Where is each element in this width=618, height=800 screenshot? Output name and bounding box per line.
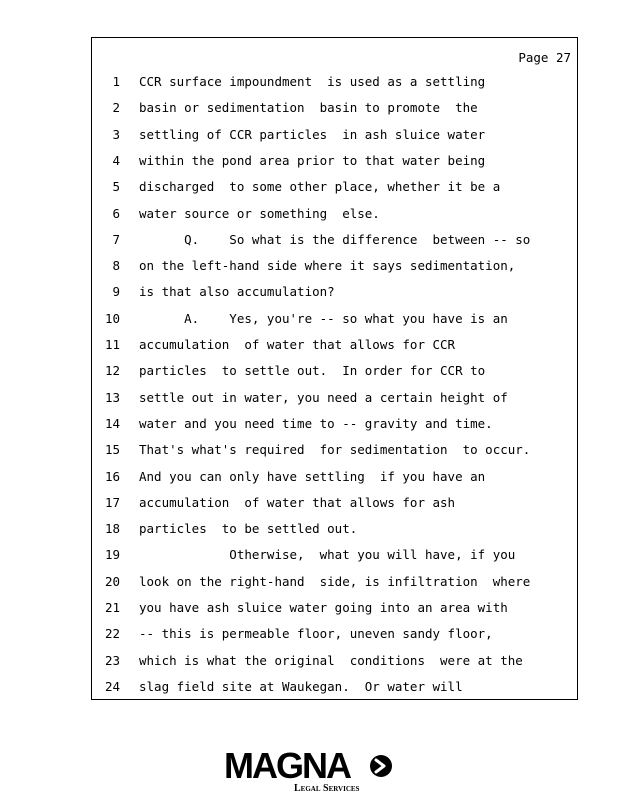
transcript-line [92,679,577,699]
line-text: look on the right-hand side, is infiltration where [139,573,531,589]
line-text: Otherwise, what you will have, if you [139,547,516,563]
transcript-line [92,469,577,489]
transcript-line [92,100,577,120]
line-text: And you can only have settling if you have an [139,468,486,484]
line-text: A. Yes, you're -- so what you have is an [139,310,508,326]
transcript-line [92,521,577,541]
transcript-line [92,284,577,304]
magna-logo [224,745,399,795]
transcript-line [92,206,577,226]
line-number: 5 [112,179,120,195]
line-text: accumulation of water that allows for CCR [139,337,456,352]
transcript-line [92,574,577,594]
transcript-line [92,495,577,515]
line-number: 3 [112,126,120,142]
line-text: on the left-hand side where it says sedimentation, [139,258,516,274]
line-text: basin or sedimentation basin to promote the [139,100,478,116]
transcript-line [92,337,577,357]
transcript-line [92,390,577,410]
line-number: 8 [112,258,120,274]
line-text: particles to be settled out. [139,521,358,537]
chevron-circle-icon [370,755,392,777]
line-number: 2 [112,100,120,116]
line-text: discharged to some other place, whether it be a [139,179,501,195]
line-number: 4 [112,152,120,168]
line-text: accumulation of water that allows for ash [139,494,456,510]
line-text: slag field site at Waukegan. Or water will [139,678,463,694]
line-number: 16 [104,468,120,484]
page-number: Page 27 [518,50,571,65]
line-number: 20 [104,573,120,589]
transcript-line [92,258,577,278]
line-number: 1 [112,74,120,89]
line-number: 22 [104,626,120,642]
logo-wordmark: MAGNA [224,745,350,786]
line-text: -- this is permeable floor, uneven sandy floor, [139,626,493,642]
line-text: That's what's required for sedimentation to occur. [139,442,531,458]
line-text: settle out in water, you need a certain height of [139,389,508,405]
transcript-line [92,416,577,436]
transcript-line [92,311,577,331]
transcript-line [92,626,577,646]
line-text: particles to settle out. In order for CCR to [139,363,486,379]
transcript-line [92,153,577,173]
line-number: 21 [104,600,120,615]
line-number: 23 [104,652,120,668]
line-text: within the pond area prior to that water being [139,152,486,168]
line-number: 14 [104,415,120,431]
transcript-line [92,442,577,462]
line-text: settling of CCR particles in ash sluice water [139,126,486,142]
transcript-line [92,363,577,383]
line-text: water and you need time to -- gravity and time. [139,415,493,431]
line-number: 18 [104,521,120,537]
line-text: is that also accumulation? [139,284,335,300]
line-number: 19 [104,547,120,563]
line-number: 7 [112,231,120,247]
transcript-line [92,127,577,147]
logo-tagline: Legal Services [294,783,360,794]
line-number: 17 [104,494,120,510]
line-text: CCR surface impoundment is used as a settling [139,74,486,89]
magna-logo-mark [224,745,399,795]
transcript-line [92,232,577,252]
line-number: 11 [104,337,120,352]
transcript-line [92,179,577,199]
line-number: 15 [104,442,120,458]
line-number: 10 [104,310,120,326]
line-number: 9 [112,284,120,300]
line-text: you have ash sluice water going into an area with [139,600,508,615]
line-number: 6 [112,205,120,221]
line-number: 12 [104,363,120,379]
transcript-line [92,653,577,673]
transcript-line [92,600,577,620]
transcript-line [92,74,577,94]
transcript-page [91,37,578,700]
line-number: 24 [104,678,120,694]
line-text: Q. So what is the difference between -- so [139,231,531,247]
line-number: 13 [104,389,120,405]
line-text: which is what the original conditions were at the [139,652,523,668]
line-text: water source or something else. [139,205,380,221]
transcript-line [92,547,577,567]
